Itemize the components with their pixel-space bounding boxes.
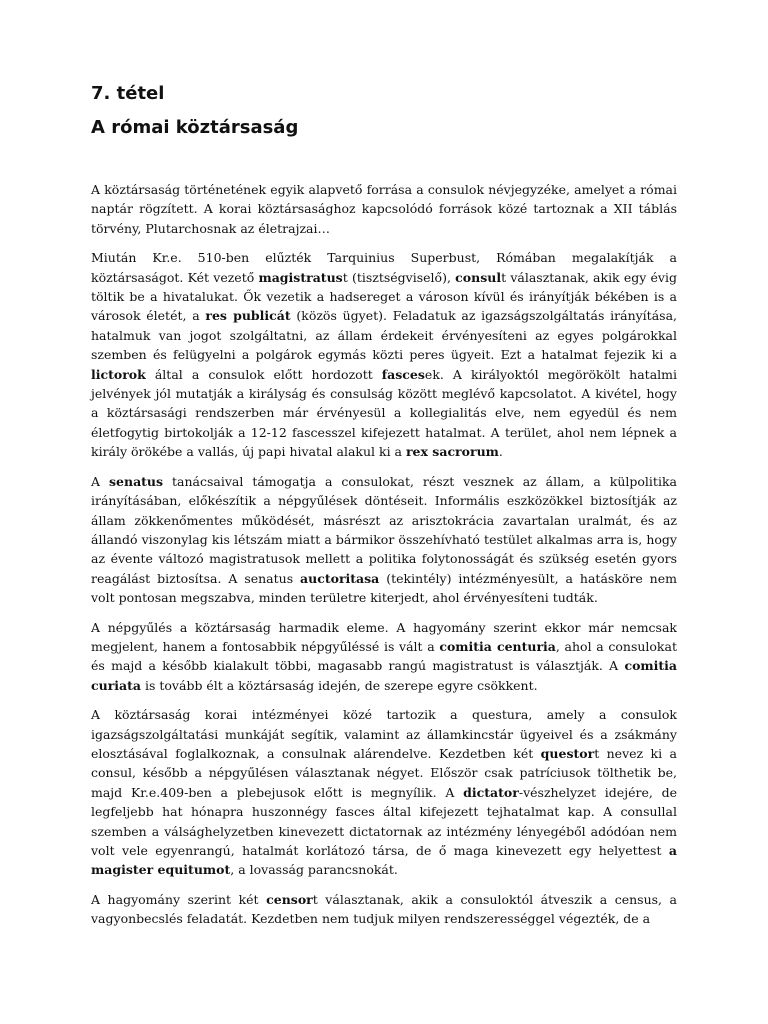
text-run: tanácsaival támogatja a consulokat, részt vesznek az állam, a külpolitika irányításában, előkészítik a népgyűlések döntéseit. Informális eszközökkel biztosítják az állam zökkenőmentes működését, másrészt az arisztokrácia zavartalan uralmát, és az állandó viszonylag kis létszám miatt a bármikor összehívható testület alkalmas arra is, hogy az évente változó magistratusok mellett a politika folytonosságát és szükség esetén gyors reagálást biztosítsa. A senatus (91, 473, 677, 586)
text-run: (tekintély) intézményesült, a hatásköre nem volt pontosan megszabva, minden területre kiterjedt, ahol érvényesíteni tudták. (91, 570, 677, 606)
bold-term: fasces (381, 366, 425, 382)
text-run: A köztársaság korai intézményei közé tartozik a questura, amely a consulok igazságszolgáltatási munkáját segítik, valamint az államkincstár ügyeivel és a zsákmány elosztásával foglalkoznak, a consulnak alárendelve. Kezdetben két (91, 707, 677, 761)
text-run: t választanak, akik egy évig töltik be a hivatalukat. Ők vezetik a hadsereget a városon kívül és irányítják békében is a városok életét, a (91, 269, 677, 324)
text-run: t választanak, akik a consuloktól átveszik a census, a vagyonbecslés feladatát. Kezdetben nem tudjuk milyen rendszerességgel végezték, de a (91, 891, 677, 927)
bold-term: questor (540, 745, 595, 761)
bold-term: a magister equitumot (91, 843, 677, 878)
text-run: -vészhelyzet idejére, de legfeljebb hat hónapra huszonnégy fasces által kifejezett tejhatalmat kap. A consullal szemben a válsághelyzetben kinevezett dictatornak az intézmény lényegéből adódóan nem volt vele egyenrangú, hatalmát korlátozó társa, de ő maga kinevezett egy helyettest (91, 784, 677, 858)
document-title: A római köztársaság (91, 117, 299, 138)
text-run: t nevez ki a consul, később a népgyűlésen választanak négyet. Először csak patríciusok tölthetik be, majd Kr.e.409-ben a plebejusok előtt is megnyílik. A (91, 745, 677, 800)
paragraph (91, 618, 677, 696)
text-run: A (91, 473, 109, 489)
item-number-heading: 7. tétel (91, 83, 165, 104)
text-run: ek. A királyoktól megörökölt hatalmi jelvények jól mutatják a királyság és consulság között meglévő kapcsolatot. A kivétel, hogy a köztársasági rendszerben már érvényesül a kollegialitás elve, nem egyedül és nem életfogytig birtokolják a 12-12 fascesszel kifejezett hatalmat. A terület, ahol nem lépnek a király örökébe a vallás, új papi hivatal alakul ki a (91, 366, 677, 460)
bold-term: censor (266, 891, 313, 907)
text-run: A köztársaság történetének egyik alapvető forrása a consulok névjegyzéke, amelyet a római naptár rögzített. A korai köztársasághoz kapcsolódó források közé tartoznak a XII táblás törvény, Plutarchosnak az életrajzai… (91, 182, 677, 236)
bold-term: comitia centuria (439, 638, 556, 654)
body-text (91, 180, 677, 929)
text-run: is tovább élt a köztársaság idején, de szerepe egyre csökkent. (141, 677, 538, 693)
bold-term: senatus (108, 473, 164, 489)
bold-term: lictorok (91, 366, 146, 382)
bold-term: consul (455, 269, 502, 285)
paragraph (91, 248, 677, 461)
bold-term: magistratus (258, 269, 343, 285)
bold-term: dictator (463, 784, 519, 800)
text-run: (közös ügyet). Feladatuk az igazságszolgáltatás irányítása, hatalmuk van jogot szolgáltatni, az állam érdekeit érvényesíteni az egyes polgárokkal szemben és felügyelni a polgárok egymás közti peres ügyeit. Ezt a hatalmat fejezik ki a (91, 308, 677, 363)
text-run: , ahol a consulokat és majd a később kialakult többi, magasabb rangú magistratust is választják. A (91, 638, 677, 674)
bold-term: auctoritasa (300, 570, 380, 586)
bold-term: rex sacrorum (405, 444, 499, 460)
bold-term: res publicát (205, 308, 291, 324)
paragraph (91, 472, 677, 608)
bold-term: comitia curiata (91, 658, 677, 693)
text-run: Miután Kr.e. 510-ben elűzték Tarquinius Superbust, Rómában megalakítják a köztársaságot. Két vezető (91, 250, 677, 285)
paragraph (91, 705, 677, 880)
text-run: t (tisztségviselő), (342, 269, 456, 285)
paragraph (91, 180, 677, 238)
text-run: A népgyűlés a köztársaság harmadik eleme. A hagyomány szerint ekkor már nemcsak megjelent, hanem a fontosabbik népgyűléssé is vált a (91, 619, 677, 654)
text-run: . (498, 444, 503, 460)
text-run: , a lovasság parancsnokát. (230, 862, 398, 878)
paragraph (91, 890, 677, 929)
text-run: által a consulok előtt hordozott (145, 366, 382, 382)
text-run: A hagyomány szerint két (91, 891, 267, 907)
